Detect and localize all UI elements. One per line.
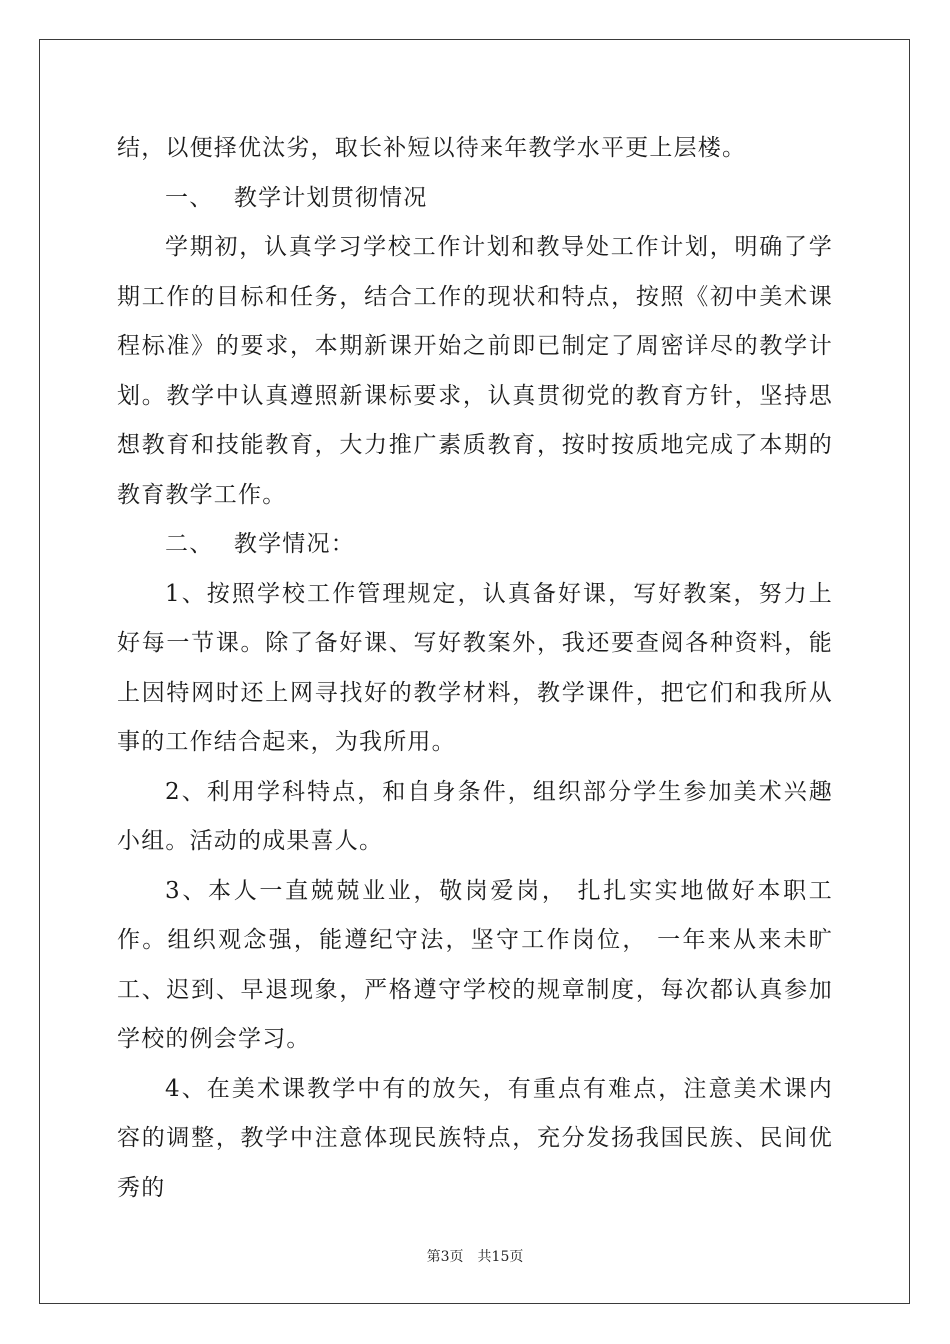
document-body (117, 124, 833, 1213)
section-heading-teaching-plan: 一、 教学计划贯彻情况 (165, 184, 428, 211)
section-heading-teaching-situation: 二、 教学情况： (165, 531, 355, 557)
page-total: 共15页 (477, 1249, 524, 1265)
paragraph-continuation: 结，以便择优汰劣，取长补短以待来年教学水平更上层楼。 (117, 135, 747, 161)
paragraph-item-4: 4、在美术课教学中有的放矢，有重点有难点，注意美术课内容的调整，教学中注意体现民族特点，充分发扬我国民族、民间优秀的 (117, 1075, 833, 1201)
page-number: 第3页 (426, 1249, 464, 1265)
page-footer (0, 1246, 950, 1266)
paragraph-item-1: 1、按照学校工作管理规定，认真备好课，写好教案，努力上好每一节课。除了备好课、写好教案外，我还要查阅各种资料，能上因特网时还上网寻找好的教学材料，教学课件，把它们和我所从事的工作结合起来，为我所用。 (117, 580, 833, 755)
paragraph-item-3: 3、本人一直兢兢业业，敬岗爱岗， 扎扎实实地做好本职工作。组织观念强，能遵纪守法，坚守工作岗位， 一年来从来未旷工、迟到、早退现象，严格遵守学校的规章制度，每次都认真参加学校的例会学习。 (117, 877, 833, 1052)
paragraph-item-2: 2、利用学科特点，和自身条件，组织部分学生参加美术兴趣小组。活动的成果喜人。 (117, 778, 833, 854)
paragraph-teaching-plan: 学期初，认真学习学校工作计划和教导处工作计划，明确了学期工作的目标和任务，结合工作的现状和特点，按照《初中美术课程标准》的要求，本期新课开始之前即已制定了周密详尽的教学计划。教学中认真遵照新课标要求，认真贯彻党的教育方针，坚持思想教育和技能教育，大力推广素质教育，按时按质地完成了本期的教育教学工作。 (117, 234, 833, 508)
